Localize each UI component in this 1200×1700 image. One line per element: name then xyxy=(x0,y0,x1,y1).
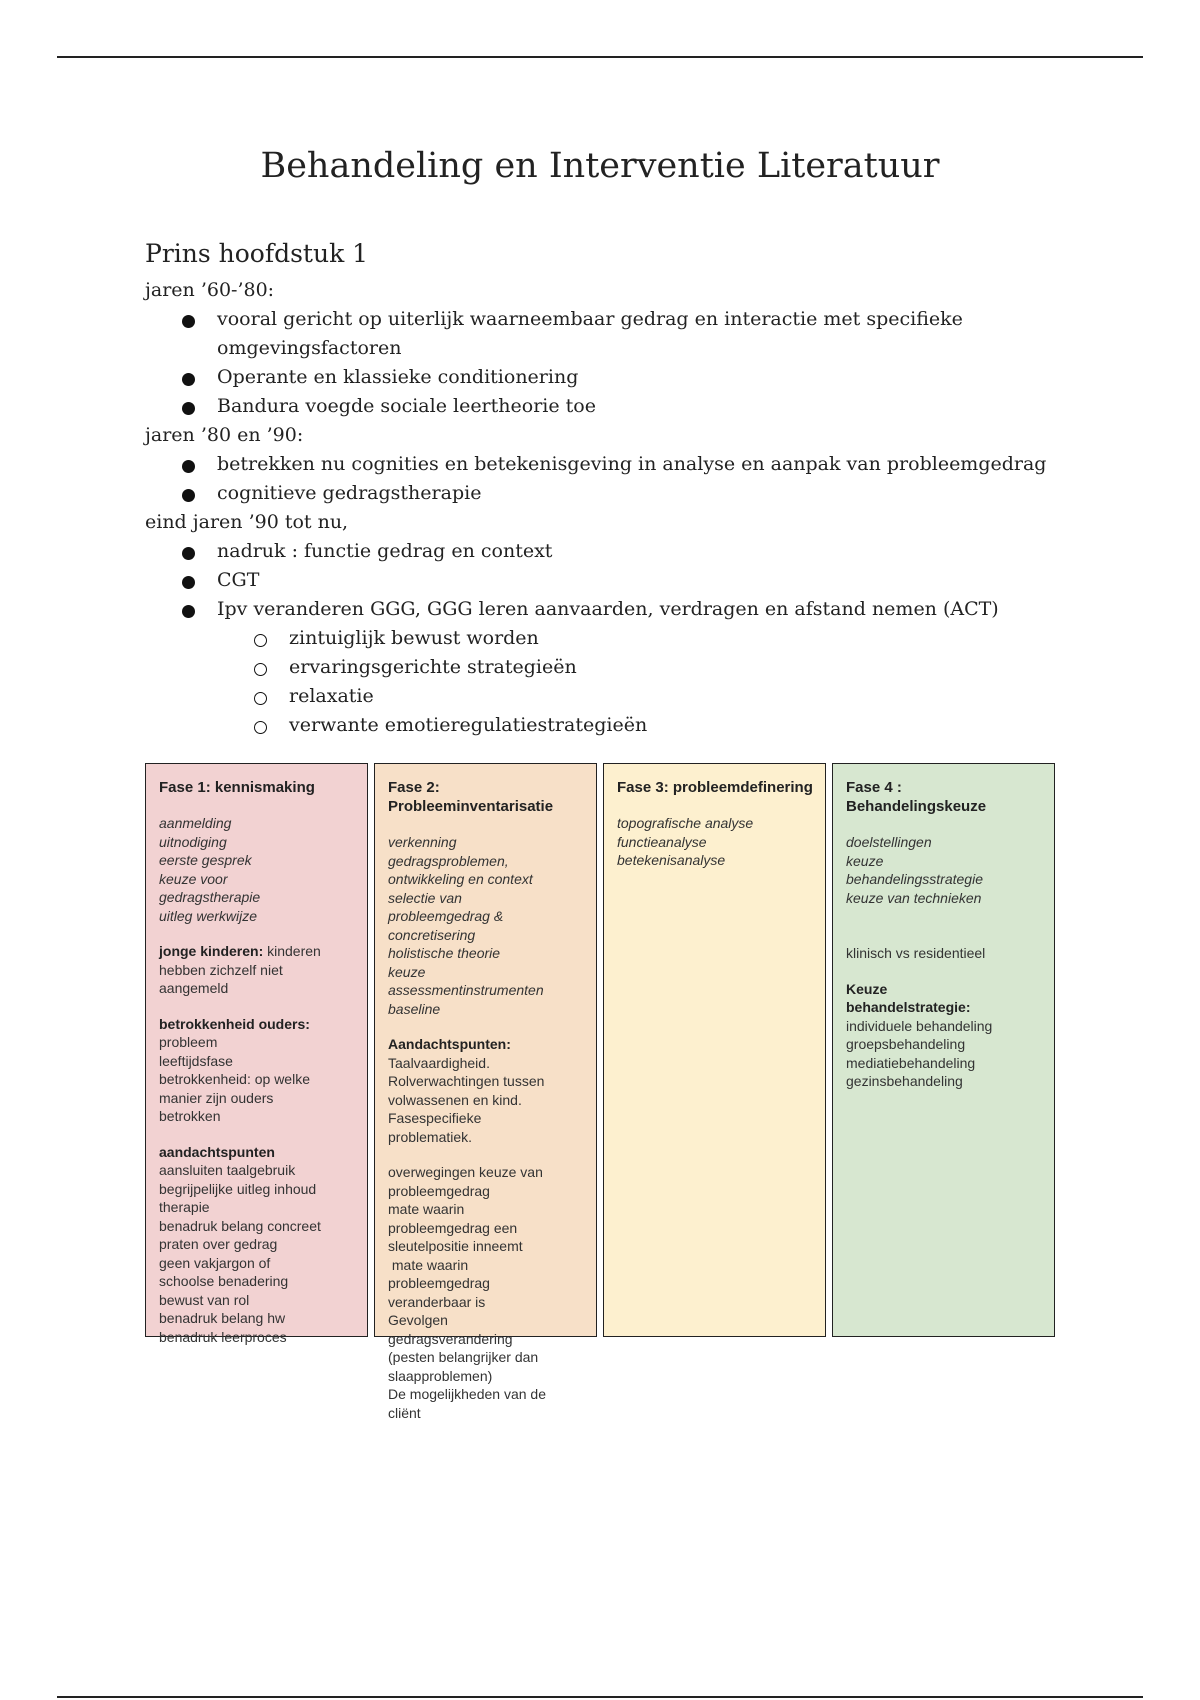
parents-list xyxy=(159,1033,355,1126)
bottom-rule xyxy=(57,1696,1143,1698)
list-item: benadruk leerproces xyxy=(159,1328,287,1345)
list-item: aansluiten taalgebruik xyxy=(159,1162,296,1178)
sub-list-item: zintuiglijk bewust worden xyxy=(289,624,1117,653)
list-item: bewust van rol xyxy=(159,1291,250,1308)
list-item: mate waarin xyxy=(388,1256,469,1273)
list-item: selectie van xyxy=(388,889,462,906)
list-item: gedragsverandering xyxy=(388,1330,513,1347)
attention-label: aandachtspunten xyxy=(159,1143,275,1160)
list-item: manier zijn ouders xyxy=(159,1089,274,1106)
phase-3-box xyxy=(603,763,826,1337)
list-item: keuze xyxy=(388,963,426,980)
list-item: probleemgedrag xyxy=(388,1275,490,1291)
young-children-text: kinderen xyxy=(267,943,321,959)
list-item: functieanalyse xyxy=(617,833,707,850)
list-item: ontwikkeling en context xyxy=(388,871,533,887)
list-item: mate waarin xyxy=(388,1201,465,1217)
young-children-note xyxy=(159,942,355,998)
strategy-label: Keuze behandelstrategie: xyxy=(846,980,971,1015)
list-item: cliënt xyxy=(388,1404,421,1421)
phase-2-title: Fase 2: Probleeminventarisatie xyxy=(388,779,554,815)
attention-label: Aandachtspunten: xyxy=(388,1036,511,1052)
strategy-list xyxy=(846,1017,1042,1091)
phases-table xyxy=(145,763,1056,1421)
list-item xyxy=(217,595,1117,740)
list-item-text: Ipv veranderen GGG, GGG leren aanvaarden, verdragen en afstand nemen (ACT) xyxy=(217,598,999,620)
list-item: De mogelijkheden van de xyxy=(388,1386,546,1402)
list-item: probleemgedrag & xyxy=(388,908,504,924)
parents-label: betrokkenheid ouders: xyxy=(159,1015,310,1032)
list-item: doelstellingen xyxy=(846,834,932,850)
list-item: groepsbehandeling xyxy=(846,1036,966,1052)
list-item: volwassenen en kind. xyxy=(388,1091,522,1108)
era-list xyxy=(145,450,1145,508)
list-item: overwegingen keuze van xyxy=(388,1164,543,1180)
document-body xyxy=(145,239,1145,740)
list-item: vooral gericht op uiterlijk waarneembaar gedrag en interactie met specifieke omgevingsfactoren xyxy=(217,305,1037,363)
attention-list xyxy=(388,1054,584,1147)
young-children-text: aangemeld xyxy=(159,980,229,996)
list-item: keuze xyxy=(846,852,884,869)
list-item: Operante en klassieke conditionering xyxy=(217,363,1037,392)
list-item: sleutelpositie inneemt xyxy=(388,1238,523,1254)
list-item: baseline xyxy=(388,1000,441,1017)
list-item: eerste gesprek xyxy=(159,852,252,868)
list-item: verkenning xyxy=(388,834,457,850)
young-children-text: hebben zichzelf niet xyxy=(159,961,283,978)
list-item: individuele behandeling xyxy=(846,1017,993,1034)
list-item: behandelingsstrategie xyxy=(846,871,983,887)
phase-1-title: Fase 1: kennismaking xyxy=(159,779,315,796)
phase-3-intro xyxy=(617,814,813,870)
list-item: concretisering xyxy=(388,926,476,943)
list-item: begrijpelijke uitleg inhoud xyxy=(159,1180,317,1197)
top-rule xyxy=(57,56,1143,58)
phase-1-box xyxy=(145,763,368,1345)
list-item: topografische analyse xyxy=(617,815,754,831)
sub-list-item: ervaringsgerichte strategieën xyxy=(289,653,1117,682)
list-item: keuze voor xyxy=(159,870,228,887)
list-item: cognitieve gedragstherapie xyxy=(217,479,1037,508)
list-item: therapie xyxy=(159,1199,210,1215)
phase-4-title: Fase 4 : Behandelingskeuze xyxy=(846,779,987,815)
list-item: betrekken nu cognities en betekenisgeving in analyse en aanpak van probleemgedrag xyxy=(217,450,1117,479)
list-item: holistische theorie xyxy=(388,945,501,961)
sub-list xyxy=(217,624,1117,740)
list-item: geen vakjargon of xyxy=(159,1254,271,1271)
list-item: mediatiebehandeling xyxy=(846,1054,976,1071)
era-label: eind jaren ’90 tot nu, xyxy=(145,511,349,533)
list-item: betrokken xyxy=(159,1108,221,1124)
phase-4-box xyxy=(832,763,1055,1337)
list-item: gezinsbehandeling xyxy=(846,1073,963,1089)
list-item: gedragstherapie xyxy=(159,889,261,905)
phase-1-intro xyxy=(159,814,355,925)
list-item: Gevolgen xyxy=(388,1312,448,1328)
era-label: jaren ’80 en ’90: xyxy=(145,424,304,446)
list-item: betrokkenheid: op welke xyxy=(159,1071,310,1087)
list-item: Rolverwachtingen tussen xyxy=(388,1073,545,1089)
list-item: keuze van technieken xyxy=(846,889,982,906)
attention-list xyxy=(159,1161,355,1346)
list-item: assessmentinstrumenten xyxy=(388,982,544,998)
list-item: Fasespecifieke xyxy=(388,1110,482,1126)
list-item: uitleg werkwijze xyxy=(159,907,258,924)
list-item: Taalvaardigheid. xyxy=(388,1054,490,1071)
list-item: slaapproblemen) xyxy=(388,1367,493,1384)
list-item: probleemgedrag een xyxy=(388,1219,518,1236)
list-item: benadruk belang hw xyxy=(159,1310,286,1326)
sub-list-item: relaxatie xyxy=(289,682,1117,711)
list-item: Bandura voegde sociale leertheorie toe xyxy=(217,392,1037,421)
sub-list-item: verwante emotieregulatiestrategieën xyxy=(289,711,1117,740)
list-item: schoolse benadering xyxy=(159,1273,289,1289)
era-label: jaren ’60-’80: xyxy=(145,279,275,301)
era-list xyxy=(145,537,1145,740)
list-item: (pesten belangrijker dan xyxy=(388,1349,539,1365)
list-item: nadruk : functie gedrag en context xyxy=(217,537,1037,566)
list-item: gedragsproblemen, xyxy=(388,852,509,869)
list-item: veranderbaar is xyxy=(388,1293,486,1310)
phase-2-intro xyxy=(388,833,584,1018)
list-item: CGT xyxy=(217,566,1037,595)
list-item: praten over gedrag xyxy=(159,1236,278,1252)
phase-2-box xyxy=(374,763,597,1421)
list-item: aanmelding xyxy=(159,815,232,831)
list-item: leeftijdsfase xyxy=(159,1052,233,1069)
young-children-label: jonge kinderen: xyxy=(159,943,264,959)
list-item: benadruk belang concreet xyxy=(159,1217,321,1234)
list-item: probleemgedrag xyxy=(388,1182,490,1199)
clinical-note: klinisch vs residentieel xyxy=(846,945,986,961)
chapter-heading: Prins hoofdstuk 1 xyxy=(145,239,369,268)
era-list xyxy=(145,305,1145,421)
page-title: Behandeling en Interventie Literatuur xyxy=(260,146,940,186)
considerations-list xyxy=(388,1163,584,1422)
phase-3-title: Fase 3: probleemdefinering xyxy=(617,779,813,796)
list-item: probleem xyxy=(159,1034,218,1050)
list-item: uitnodiging xyxy=(159,833,227,850)
phase-4-intro xyxy=(846,833,1042,907)
list-item: problematiek. xyxy=(388,1128,473,1145)
list-item: betekenisanalyse xyxy=(617,852,726,868)
